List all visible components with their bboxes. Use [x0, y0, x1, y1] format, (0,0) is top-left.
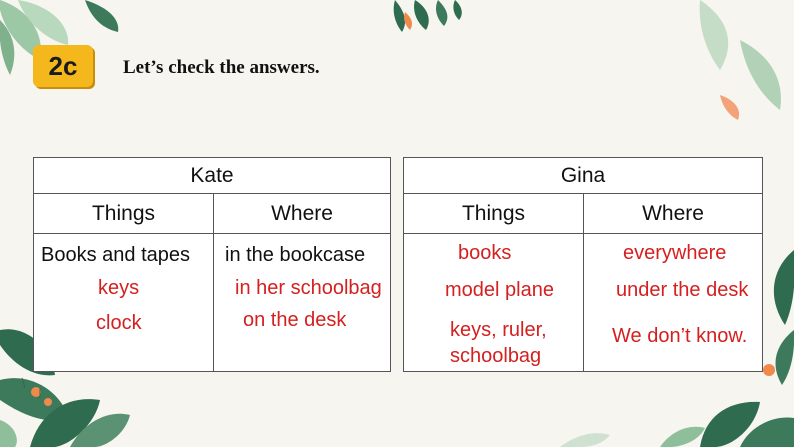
gina-table-title: Gina — [404, 158, 762, 194]
kate-given-thing: Books and tapes — [41, 244, 190, 266]
kate-given-where: in the bookcase — [225, 244, 366, 266]
gina-column-divider — [583, 194, 584, 371]
kate-table — [33, 157, 391, 372]
kate-col-things: Things — [34, 194, 213, 234]
exercise-badge: 2c — [33, 45, 93, 87]
kate-table-title: Kate — [34, 158, 390, 194]
gina-answer-thing-3-line1: keys, ruler, — [450, 319, 547, 341]
kate-answer-thing-1: keys — [98, 277, 140, 299]
gina-table — [403, 157, 763, 372]
leaf-cluster-top-center-icon — [394, 0, 462, 32]
gina-answer-where-2: under the desk — [616, 279, 749, 301]
gina-col-things: Things — [404, 194, 583, 234]
gina-answer-thing-1: books — [458, 242, 512, 264]
leaf-cluster-bottom-right-icon — [560, 402, 794, 447]
leaf-cluster-top-right-icon — [700, 0, 781, 120]
gina-answer-thing-3-line2: schoolbag — [450, 345, 542, 367]
kate-column-divider — [213, 194, 214, 371]
kate-answer-where-2: on the desk — [243, 309, 347, 331]
gina-col-where: Where — [584, 194, 762, 234]
instruction-text: Let’s check the answers. — [123, 57, 320, 78]
gina-answer-where-3: We don’t know. — [612, 325, 748, 347]
gina-answer-where-1: everywhere — [623, 242, 727, 264]
gina-answer-thing-2: model plane — [445, 279, 554, 301]
kate-answer-thing-2: clock — [96, 312, 142, 334]
kate-answer-where-1: in her schoolbag — [235, 277, 382, 299]
kate-col-where: Where — [214, 194, 390, 234]
leaf-cluster-right-icon — [763, 250, 794, 385]
